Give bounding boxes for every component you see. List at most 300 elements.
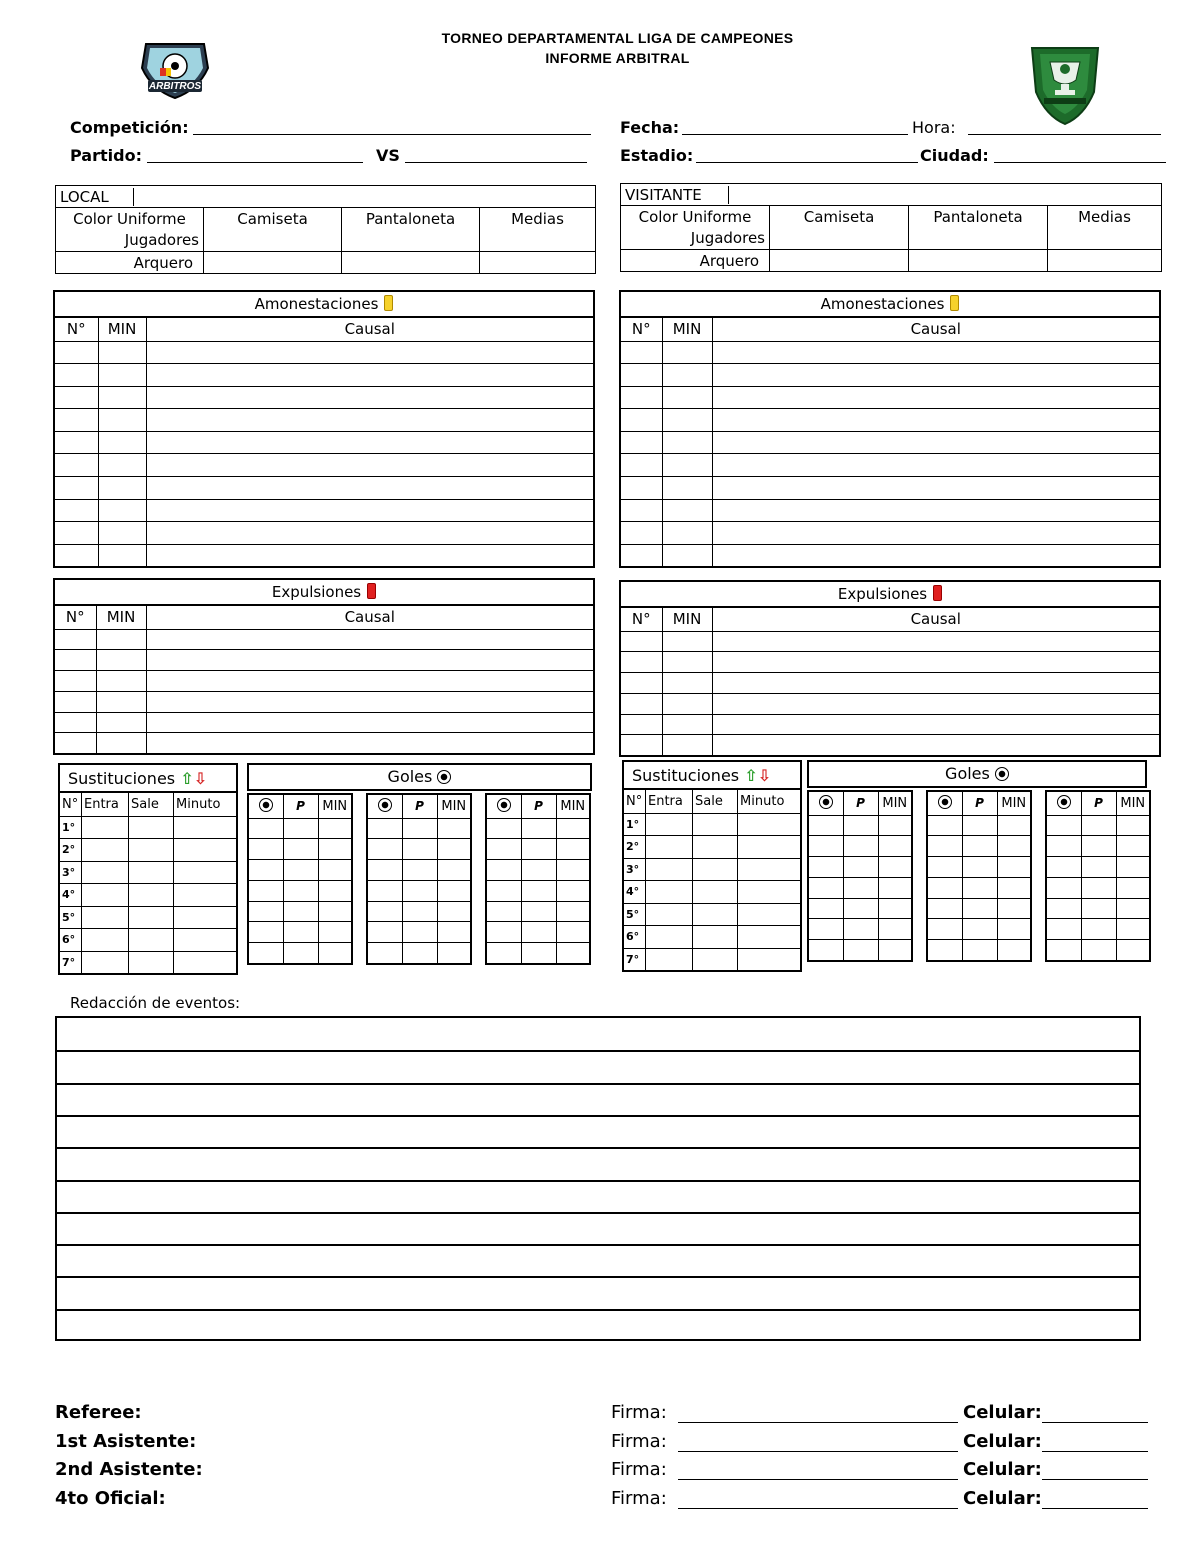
firma-oficial4-field[interactable] (678, 1507, 958, 1509)
min-cell[interactable] (662, 386, 712, 409)
num-cell[interactable] (620, 341, 662, 364)
num-cell[interactable] (620, 714, 662, 735)
num-cell[interactable] (54, 629, 96, 650)
goal-penalty-cell[interactable] (402, 922, 437, 943)
goal-penalty-cell[interactable] (1081, 898, 1116, 919)
goal-player-cell[interactable] (486, 839, 521, 860)
entra-cell[interactable] (82, 816, 129, 839)
goal-penalty-cell[interactable] (1081, 940, 1116, 961)
causal-cell[interactable] (712, 544, 1160, 567)
goal-player-cell[interactable] (808, 919, 843, 940)
estadio-field[interactable] (696, 161, 918, 163)
goal-min-cell[interactable] (878, 940, 912, 961)
goal-player-cell[interactable] (486, 880, 521, 901)
goal-penalty-cell[interactable] (283, 880, 318, 901)
minuto-cell[interactable] (174, 861, 237, 884)
local-camiseta-arquero[interactable] (204, 252, 342, 274)
goal-min-cell[interactable] (1116, 940, 1150, 961)
local-pantaloneta-arquero[interactable] (342, 252, 480, 274)
goal-penalty-cell[interactable] (962, 919, 997, 940)
sale-cell[interactable] (693, 881, 738, 904)
goal-player-cell[interactable] (927, 877, 962, 898)
entra-cell[interactable] (82, 951, 129, 974)
causal-cell[interactable] (712, 477, 1160, 500)
num-cell[interactable] (54, 454, 98, 477)
goal-player-cell[interactable] (808, 877, 843, 898)
goal-min-cell[interactable] (878, 815, 912, 836)
goal-penalty-cell[interactable] (283, 818, 318, 839)
goal-player-cell[interactable] (486, 901, 521, 922)
firma-asistente1-field[interactable] (678, 1450, 958, 1452)
goal-min-cell[interactable] (997, 815, 1031, 836)
min-cell[interactable] (662, 522, 712, 545)
goal-min-cell[interactable] (556, 839, 590, 860)
minuto-cell[interactable] (174, 839, 237, 862)
event-line[interactable] (57, 1180, 1139, 1182)
min-cell[interactable] (96, 712, 146, 733)
num-cell[interactable] (54, 409, 98, 432)
min-cell[interactable] (96, 650, 146, 671)
sale-cell[interactable] (693, 813, 738, 836)
goal-player-cell[interactable] (808, 857, 843, 878)
sale-cell[interactable] (129, 884, 174, 907)
min-cell[interactable] (98, 544, 146, 567)
minuto-cell[interactable] (738, 881, 801, 904)
causal-cell[interactable] (146, 691, 594, 712)
goal-min-cell[interactable] (556, 860, 590, 881)
min-cell[interactable] (662, 477, 712, 500)
causal-cell[interactable] (146, 671, 594, 692)
goal-player-cell[interactable] (1046, 815, 1081, 836)
causal-cell[interactable] (146, 409, 594, 432)
firma-asistente2-field[interactable] (678, 1478, 958, 1480)
goal-min-cell[interactable] (318, 839, 352, 860)
goal-player-cell[interactable] (248, 839, 283, 860)
goal-min-cell[interactable] (437, 922, 471, 943)
goal-penalty-cell[interactable] (402, 818, 437, 839)
partido-visitante-field[interactable] (405, 161, 587, 163)
fecha-field[interactable] (682, 133, 908, 135)
min-cell[interactable] (98, 341, 146, 364)
goal-penalty-cell[interactable] (962, 898, 997, 919)
goal-player-cell[interactable] (248, 880, 283, 901)
goal-min-cell[interactable] (318, 943, 352, 964)
num-cell[interactable] (54, 544, 98, 567)
goal-min-cell[interactable] (1116, 877, 1150, 898)
event-line[interactable] (57, 1244, 1139, 1246)
goal-min-cell[interactable] (1116, 919, 1150, 940)
goal-penalty-cell[interactable] (962, 815, 997, 836)
goal-penalty-cell[interactable] (521, 922, 556, 943)
min-cell[interactable] (662, 341, 712, 364)
num-cell[interactable] (620, 522, 662, 545)
num-cell[interactable] (54, 691, 96, 712)
goal-penalty-cell[interactable] (283, 901, 318, 922)
entra-cell[interactable] (646, 881, 693, 904)
event-line[interactable] (57, 1050, 1139, 1052)
celular-referee-field[interactable] (1042, 1421, 1148, 1423)
goal-min-cell[interactable] (878, 877, 912, 898)
sale-cell[interactable] (129, 951, 174, 974)
goal-player-cell[interactable] (927, 857, 962, 878)
minuto-cell[interactable] (174, 929, 237, 952)
goal-penalty-cell[interactable] (843, 940, 878, 961)
goal-player-cell[interactable] (486, 818, 521, 839)
goal-min-cell[interactable] (997, 919, 1031, 940)
entra-cell[interactable] (646, 836, 693, 859)
goal-player-cell[interactable] (1046, 898, 1081, 919)
ciudad-field[interactable] (994, 161, 1166, 163)
entra-cell[interactable] (646, 948, 693, 971)
causal-cell[interactable] (712, 673, 1160, 694)
goal-penalty-cell[interactable] (402, 880, 437, 901)
num-cell[interactable] (54, 522, 98, 545)
num-cell[interactable] (620, 544, 662, 567)
min-cell[interactable] (662, 544, 712, 567)
num-cell[interactable] (54, 733, 96, 754)
firma-referee-field[interactable] (678, 1421, 958, 1423)
causal-cell[interactable] (146, 454, 594, 477)
goal-min-cell[interactable] (997, 898, 1031, 919)
goal-min-cell[interactable] (556, 880, 590, 901)
num-cell[interactable] (620, 673, 662, 694)
goal-penalty-cell[interactable] (843, 836, 878, 857)
event-line[interactable] (57, 1115, 1139, 1117)
goal-min-cell[interactable] (318, 880, 352, 901)
causal-cell[interactable] (712, 454, 1160, 477)
num-cell[interactable] (54, 477, 98, 500)
sale-cell[interactable] (129, 906, 174, 929)
goal-penalty-cell[interactable] (1081, 857, 1116, 878)
goal-player-cell[interactable] (808, 815, 843, 836)
minuto-cell[interactable] (174, 884, 237, 907)
goal-player-cell[interactable] (1046, 940, 1081, 961)
min-cell[interactable] (662, 735, 712, 756)
sale-cell[interactable] (693, 858, 738, 881)
entra-cell[interactable] (646, 858, 693, 881)
min-cell[interactable] (662, 631, 712, 652)
goal-penalty-cell[interactable] (521, 880, 556, 901)
num-cell[interactable] (54, 712, 96, 733)
goal-min-cell[interactable] (1116, 898, 1150, 919)
goal-min-cell[interactable] (318, 922, 352, 943)
goal-player-cell[interactable] (1046, 919, 1081, 940)
goal-penalty-cell[interactable] (843, 877, 878, 898)
goal-penalty-cell[interactable] (962, 857, 997, 878)
min-cell[interactable] (98, 522, 146, 545)
causal-cell[interactable] (712, 364, 1160, 387)
event-line[interactable] (57, 1147, 1139, 1149)
local-medias-arquero[interactable] (480, 252, 596, 274)
events-box[interactable] (55, 1016, 1141, 1341)
sale-cell[interactable] (129, 816, 174, 839)
goal-penalty-cell[interactable] (1081, 836, 1116, 857)
goal-penalty-cell[interactable] (1081, 877, 1116, 898)
goal-player-cell[interactable] (808, 836, 843, 857)
goal-player-cell[interactable] (367, 860, 402, 881)
hora-field[interactable] (968, 133, 1161, 135)
goal-penalty-cell[interactable] (843, 898, 878, 919)
min-cell[interactable] (662, 652, 712, 673)
num-cell[interactable] (54, 341, 98, 364)
goal-player-cell[interactable] (367, 839, 402, 860)
minuto-cell[interactable] (738, 836, 801, 859)
visitante-pantaloneta-arquero[interactable] (909, 250, 1048, 272)
goal-player-cell[interactable] (367, 943, 402, 964)
causal-cell[interactable] (146, 629, 594, 650)
goal-penalty-cell[interactable] (962, 877, 997, 898)
causal-cell[interactable] (712, 652, 1160, 673)
goal-min-cell[interactable] (437, 860, 471, 881)
num-cell[interactable] (620, 652, 662, 673)
goal-player-cell[interactable] (1046, 836, 1081, 857)
sale-cell[interactable] (129, 929, 174, 952)
entra-cell[interactable] (646, 903, 693, 926)
goal-min-cell[interactable] (997, 857, 1031, 878)
goal-player-cell[interactable] (248, 818, 283, 839)
goal-player-cell[interactable] (248, 943, 283, 964)
causal-cell[interactable] (712, 735, 1160, 756)
minuto-cell[interactable] (738, 903, 801, 926)
minuto-cell[interactable] (174, 906, 237, 929)
goal-penalty-cell[interactable] (962, 940, 997, 961)
causal-cell[interactable] (146, 477, 594, 500)
causal-cell[interactable] (146, 386, 594, 409)
goal-player-cell[interactable] (927, 898, 962, 919)
goal-player-cell[interactable] (927, 919, 962, 940)
goal-min-cell[interactable] (878, 836, 912, 857)
causal-cell[interactable] (712, 522, 1160, 545)
num-cell[interactable] (54, 671, 96, 692)
goal-penalty-cell[interactable] (1081, 919, 1116, 940)
goal-player-cell[interactable] (1046, 877, 1081, 898)
goal-penalty-cell[interactable] (402, 901, 437, 922)
minuto-cell[interactable] (174, 816, 237, 839)
num-cell[interactable] (620, 735, 662, 756)
minuto-cell[interactable] (738, 926, 801, 949)
entra-cell[interactable] (646, 926, 693, 949)
num-cell[interactable] (620, 386, 662, 409)
goal-min-cell[interactable] (318, 901, 352, 922)
goal-min-cell[interactable] (1116, 815, 1150, 836)
goal-penalty-cell[interactable] (521, 901, 556, 922)
min-cell[interactable] (662, 693, 712, 714)
sale-cell[interactable] (693, 926, 738, 949)
goal-penalty-cell[interactable] (283, 943, 318, 964)
causal-cell[interactable] (146, 499, 594, 522)
sale-cell[interactable] (129, 861, 174, 884)
goal-min-cell[interactable] (556, 922, 590, 943)
goal-min-cell[interactable] (997, 836, 1031, 857)
goal-player-cell[interactable] (248, 901, 283, 922)
goal-penalty-cell[interactable] (521, 839, 556, 860)
min-cell[interactable] (96, 691, 146, 712)
causal-cell[interactable] (146, 364, 594, 387)
goal-min-cell[interactable] (318, 860, 352, 881)
entra-cell[interactable] (82, 861, 129, 884)
entra-cell[interactable] (646, 813, 693, 836)
minuto-cell[interactable] (174, 951, 237, 974)
goal-min-cell[interactable] (878, 898, 912, 919)
causal-cell[interactable] (712, 341, 1160, 364)
goal-penalty-cell[interactable] (521, 818, 556, 839)
goal-penalty-cell[interactable] (283, 839, 318, 860)
visitante-camiseta-arquero[interactable] (770, 250, 909, 272)
goal-player-cell[interactable] (486, 860, 521, 881)
num-cell[interactable] (54, 499, 98, 522)
entra-cell[interactable] (82, 929, 129, 952)
min-cell[interactable] (662, 714, 712, 735)
visitante-medias-arquero[interactable] (1048, 250, 1162, 272)
goal-min-cell[interactable] (437, 818, 471, 839)
min-cell[interactable] (662, 431, 712, 454)
num-cell[interactable] (54, 431, 98, 454)
goal-min-cell[interactable] (878, 857, 912, 878)
celular-oficial4-field[interactable] (1042, 1507, 1148, 1509)
num-cell[interactable] (620, 409, 662, 432)
num-cell[interactable] (620, 477, 662, 500)
causal-cell[interactable] (146, 431, 594, 454)
min-cell[interactable] (96, 671, 146, 692)
causal-cell[interactable] (712, 386, 1160, 409)
goal-player-cell[interactable] (1046, 857, 1081, 878)
minuto-cell[interactable] (738, 948, 801, 971)
goal-player-cell[interactable] (486, 922, 521, 943)
min-cell[interactable] (662, 673, 712, 694)
min-cell[interactable] (662, 409, 712, 432)
goal-penalty-cell[interactable] (843, 857, 878, 878)
goal-penalty-cell[interactable] (402, 860, 437, 881)
num-cell[interactable] (620, 431, 662, 454)
goal-min-cell[interactable] (318, 818, 352, 839)
goal-min-cell[interactable] (997, 940, 1031, 961)
celular-asistente2-field[interactable] (1042, 1478, 1148, 1480)
goal-player-cell[interactable] (808, 940, 843, 961)
local-medias-jugadores[interactable] (480, 230, 596, 252)
entra-cell[interactable] (82, 884, 129, 907)
causal-cell[interactable] (146, 650, 594, 671)
min-cell[interactable] (98, 477, 146, 500)
goal-penalty-cell[interactable] (283, 922, 318, 943)
min-cell[interactable] (98, 454, 146, 477)
goal-min-cell[interactable] (437, 880, 471, 901)
goal-player-cell[interactable] (367, 922, 402, 943)
num-cell[interactable] (54, 650, 96, 671)
event-line[interactable] (57, 1276, 1139, 1278)
minuto-cell[interactable] (738, 813, 801, 836)
local-camiseta-jugadores[interactable] (204, 230, 342, 252)
visitante-medias-jugadores[interactable] (1048, 228, 1162, 250)
goal-min-cell[interactable] (997, 877, 1031, 898)
goal-penalty-cell[interactable] (402, 839, 437, 860)
entra-cell[interactable] (82, 839, 129, 862)
num-cell[interactable] (620, 454, 662, 477)
goal-penalty-cell[interactable] (962, 836, 997, 857)
local-pantaloneta-jugadores[interactable] (342, 230, 480, 252)
num-cell[interactable] (620, 499, 662, 522)
causal-cell[interactable] (146, 712, 594, 733)
goal-player-cell[interactable] (367, 818, 402, 839)
visitante-pantaloneta-jugadores[interactable] (909, 228, 1048, 250)
min-cell[interactable] (98, 431, 146, 454)
goal-min-cell[interactable] (556, 943, 590, 964)
goal-penalty-cell[interactable] (521, 943, 556, 964)
goal-min-cell[interactable] (437, 839, 471, 860)
visitante-camiseta-jugadores[interactable] (770, 228, 909, 250)
num-cell[interactable] (620, 631, 662, 652)
causal-cell[interactable] (712, 631, 1160, 652)
causal-cell[interactable] (146, 522, 594, 545)
goal-player-cell[interactable] (486, 943, 521, 964)
goal-player-cell[interactable] (927, 815, 962, 836)
causal-cell[interactable] (146, 544, 594, 567)
min-cell[interactable] (96, 629, 146, 650)
goal-player-cell[interactable] (248, 860, 283, 881)
goal-player-cell[interactable] (367, 880, 402, 901)
event-line[interactable] (57, 1083, 1139, 1085)
sale-cell[interactable] (693, 836, 738, 859)
min-cell[interactable] (98, 409, 146, 432)
sale-cell[interactable] (693, 903, 738, 926)
event-line[interactable] (57, 1212, 1139, 1214)
min-cell[interactable] (662, 364, 712, 387)
goal-penalty-cell[interactable] (402, 943, 437, 964)
goal-min-cell[interactable] (437, 901, 471, 922)
causal-cell[interactable] (146, 341, 594, 364)
min-cell[interactable] (98, 364, 146, 387)
sale-cell[interactable] (693, 948, 738, 971)
goal-penalty-cell[interactable] (283, 860, 318, 881)
min-cell[interactable] (98, 386, 146, 409)
num-cell[interactable] (54, 364, 98, 387)
competicion-field[interactable] (193, 133, 591, 135)
causal-cell[interactable] (712, 409, 1160, 432)
sale-cell[interactable] (129, 839, 174, 862)
goal-penalty-cell[interactable] (843, 815, 878, 836)
entra-cell[interactable] (82, 906, 129, 929)
causal-cell[interactable] (146, 733, 594, 754)
goal-player-cell[interactable] (927, 836, 962, 857)
num-cell[interactable] (54, 386, 98, 409)
goal-penalty-cell[interactable] (521, 860, 556, 881)
min-cell[interactable] (662, 499, 712, 522)
causal-cell[interactable] (712, 693, 1160, 714)
goal-player-cell[interactable] (248, 922, 283, 943)
goal-penalty-cell[interactable] (843, 919, 878, 940)
goal-min-cell[interactable] (556, 901, 590, 922)
goal-min-cell[interactable] (878, 919, 912, 940)
goal-player-cell[interactable] (808, 898, 843, 919)
min-cell[interactable] (98, 499, 146, 522)
min-cell[interactable] (96, 733, 146, 754)
goal-min-cell[interactable] (1116, 857, 1150, 878)
goal-player-cell[interactable] (367, 901, 402, 922)
partido-local-field[interactable] (147, 161, 363, 163)
celular-asistente1-field[interactable] (1042, 1450, 1148, 1452)
num-cell[interactable] (620, 364, 662, 387)
goal-min-cell[interactable] (1116, 836, 1150, 857)
goal-player-cell[interactable] (927, 940, 962, 961)
min-cell[interactable] (662, 454, 712, 477)
event-line[interactable] (57, 1309, 1139, 1311)
goal-penalty-cell[interactable] (1081, 815, 1116, 836)
goal-min-cell[interactable] (556, 818, 590, 839)
minuto-cell[interactable] (738, 858, 801, 881)
goal-min-cell[interactable] (437, 943, 471, 964)
num-cell[interactable] (620, 693, 662, 714)
causal-cell[interactable] (712, 714, 1160, 735)
causal-cell[interactable] (712, 431, 1160, 454)
